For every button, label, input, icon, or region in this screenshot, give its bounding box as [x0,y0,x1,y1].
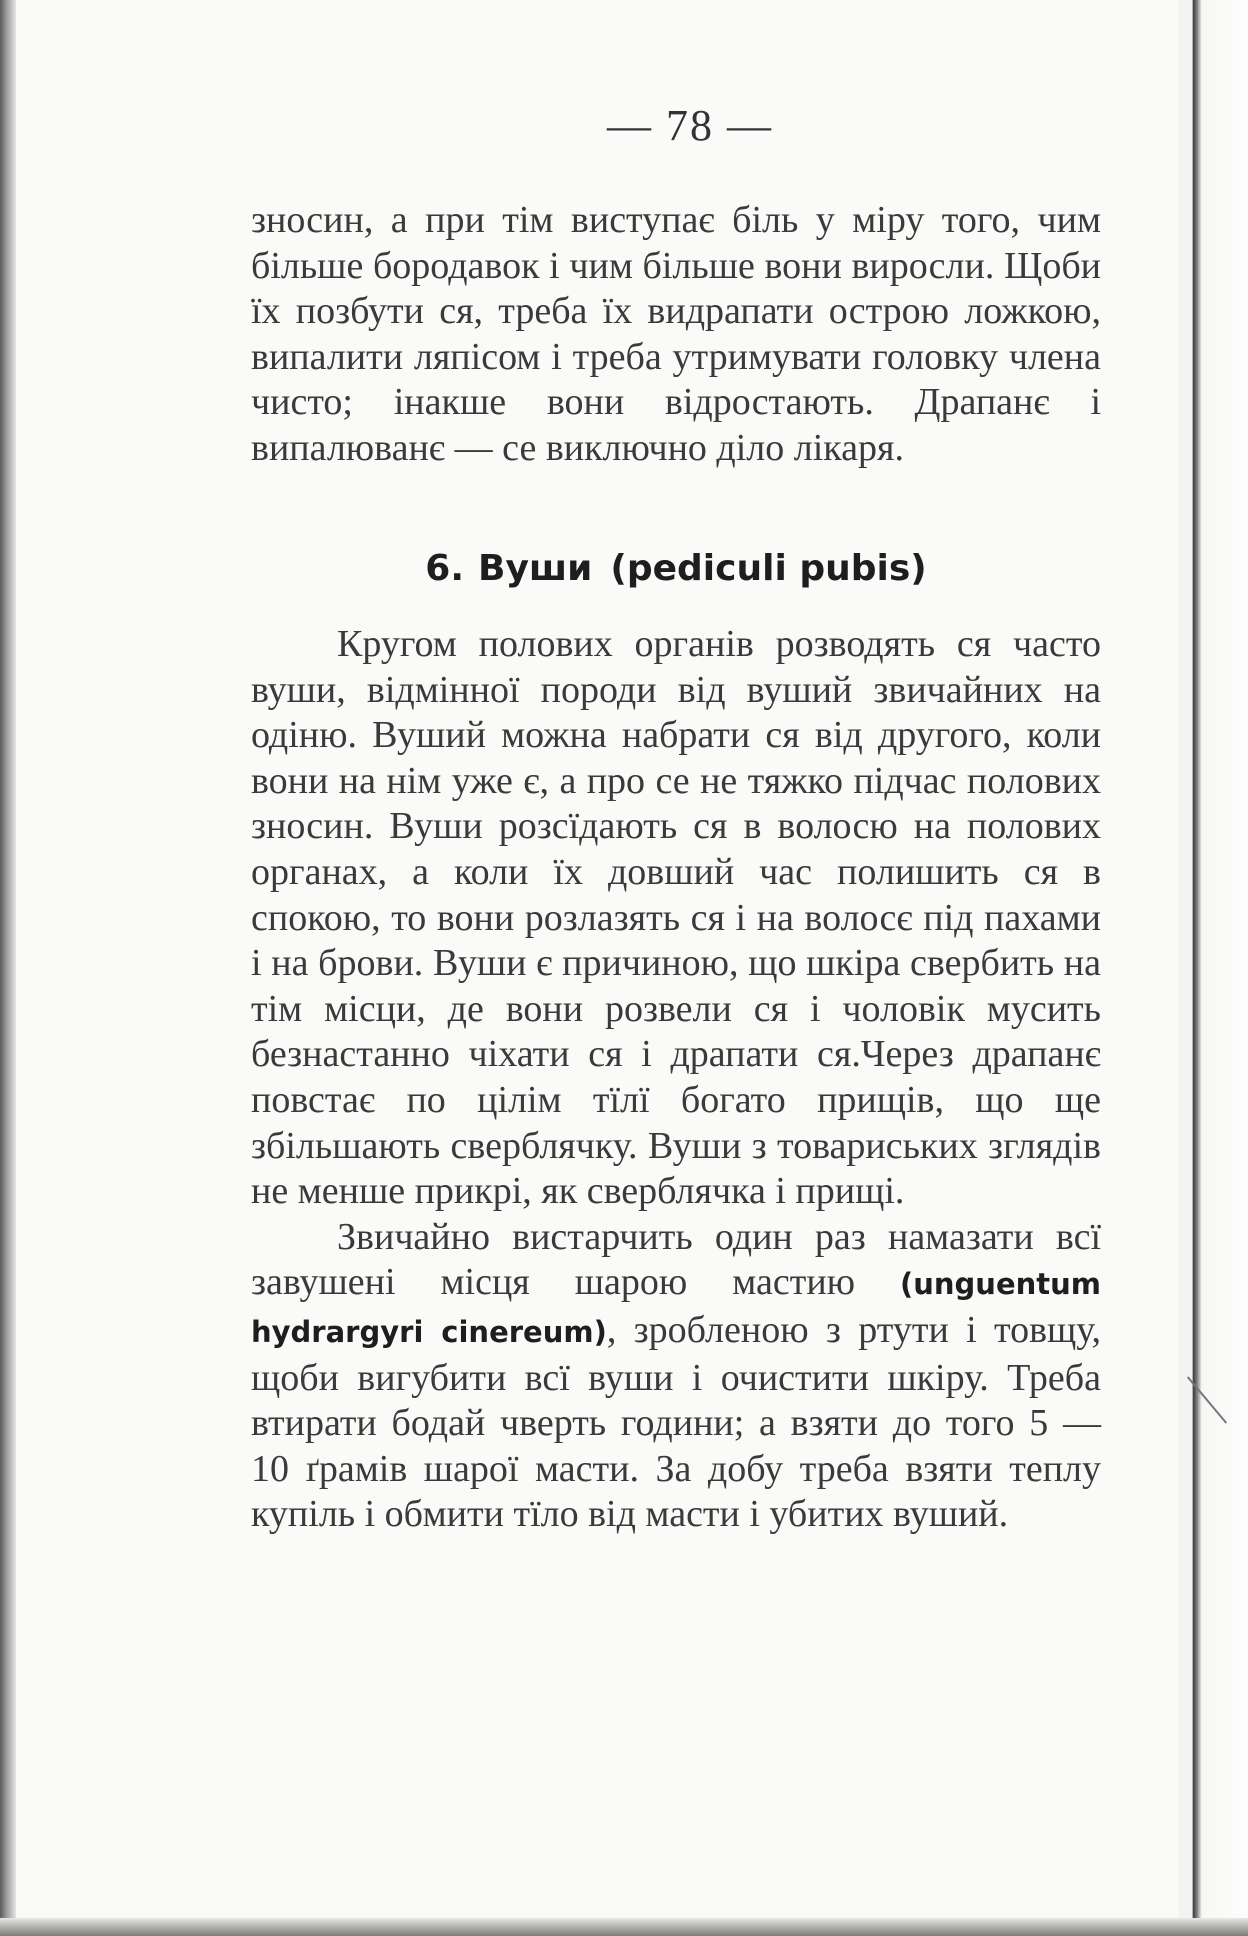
paragraph-2-start: Звичайно вистарчить один раз намазати всї завушені місця шарою мастию [251,1215,1101,1304]
book-spine-shadow [0,0,16,1936]
section-title: Вуши [478,548,593,589]
section-number: 6. [425,548,465,589]
paragraph-2 [251,1215,1101,1538]
paragraph-2-end: , зробленою з ртути і товщу, щоби вигубити всї вуши і очистити шкіру. Треба втирати бодай чверть години; а взяти до того 5 — 10 ґрамів шарої масти. За добу треба взяти теплу купіль і обмити тїло від масти і убитих вуший. [251,1308,1102,1536]
page-number: — 78 — [607,101,773,150]
page-edge-shadow [1178,0,1248,1936]
bottom-edge-shadow [0,1918,1248,1936]
continuation-text [251,198,1101,472]
continuation-paragraph: зносин, а при тім виступає біль у міру того, чим більше бородавок і чим більше вони виросли. Щоби їх позбути ся, треба їх видрапати острою ложкою, випалити ляпісом і треба утримувати головку члена чисто; інакше вони відростають. Драпанє і випалюванє — се виключно діло лікаря. [251,199,1101,469]
paragraph-1: Кругом полових органів розводять ся часто вуши, відмінної породи від вуший звичайних на одіню. Вуший можна набрати ся від другого, коли вони на нім уже є, а про се не тяжко підчас полових зносин. Вуши розсїдають ся в волосю на полових органах, а коли їх довший час полишить ся в спокою, то вони розлазять ся і на волосє під пахами і на брови. Вуши є причиною, що шкіра свербить на тім місци, де вони розвели ся і чоловік мусить безнастанно чіхати ся і драпати ся.Через драпанє повстає по цілім тїлї богато прищів, що ще збільшають сверблячку. Вуши з товариських зглядів не менше прикрі, як сверблячка і прищі. [251,623,1101,1213]
section-body [251,622,1101,1538]
section-heading [251,548,1101,589]
latin-term: (unguentum hydrargyri cinereum) [251,1267,1101,1349]
section-latin-name: (pediculi pubis) [610,548,927,589]
